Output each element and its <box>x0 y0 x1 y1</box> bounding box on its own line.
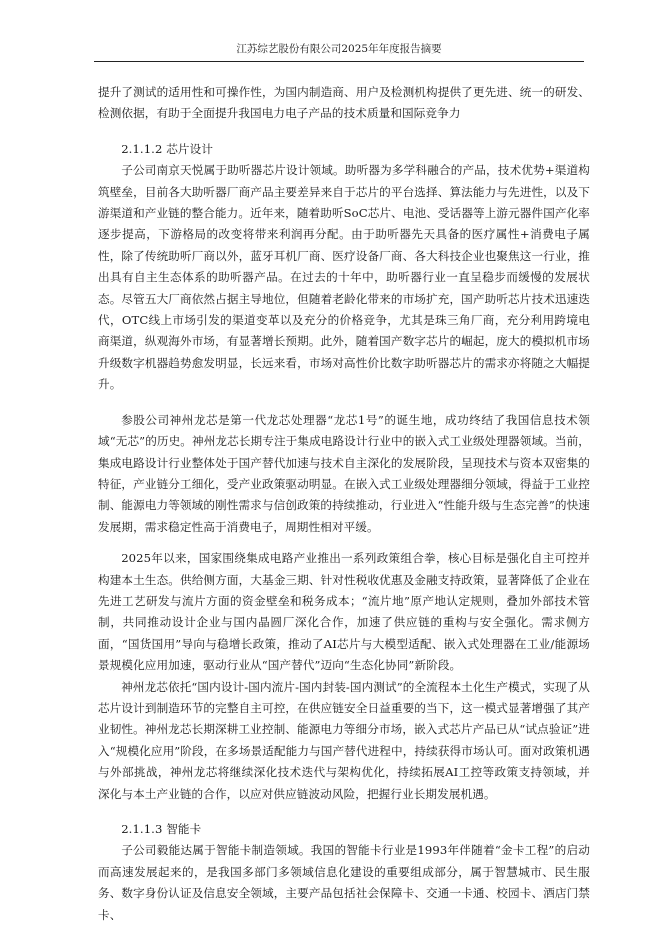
paragraph-policy-2025: 2025年以来，国家围绕集成电路产业推出一系列政策组合拳，核心目标是强化自主可控并构建本土生态。供给侧方面，大基金三期、针对性税收优惠及金融支持政策，显著降低了企业在先进工艺研发与流片方面的资金壁垒和税务成本；“流片地”原产地认定规则，叠加外部技术管制，共同推动设计企业与国内晶圆厂深化合作，加速了供应链的重构与安全强化。需求侧方面，“国货国用”导向与稳增长政策，推动了AI芯片与大模型适配、嵌入式处理器在工业/能源场景规模化应用加速，驱动行业从“国产替代”迈向“生态化协同”新阶段。 <box>98 551 590 673</box>
section-heading-smart-card: 2.1.1.3 智能卡 <box>121 822 202 836</box>
paragraph-loongson-strategy: 神州龙芯依托“国内设计-国内流片-国内封装-国内测试”的全流程本土化生产模式，实现了从芯片设计到制造环节的完整自主可控，在供应链安全日益重要的当下，这一模式显著增强了其产业韧性。神州龙芯长期深耕工业控制、能源电力等细分市场，嵌入式芯片产品已从“试点验证”进入“规模化应用”阶段，在多场景适配能力与国产替代进程中，持续获得市场认可。面对政策机遇与外部挑战，神州龙芯将继续深化技术迭代与架构优化，持续拓展AI工控等政策支持领域，并深化与本土产业链的合作，以应对供应链波动风险，把握行业长期发展机遇。 <box>98 679 590 801</box>
paragraph-loongson-intro: 参股公司神州龙芯是第一代龙芯处理器“龙芯1号”的诞生地，成功终结了我国信息技术领域“无芯”的历史。神州龙芯长期专注于集成电路设计行业中的嵌入式工业级处理器领域。当前，集成电路设计行业整体处于国产替代加速与技术自主深化的发展阶段，呈现技术与资本双密集的特征，产业链分工细化，受产业政策驱动明显。在嵌入式工业级处理器细分领域，得益于工业控制、能源电力等领域的刚性需求与信创政策的持续推动，行业进入“性能升级与生态完善”的快速发展期，需求稳定性高于消费电子，周期性相对平缓。 <box>98 412 590 534</box>
page-header: 江苏综艺股份有限公司2025年年度报告摘要 <box>236 43 442 55</box>
section-heading-chip-design: 2.1.1.2 芯片设计 <box>121 141 214 156</box>
header-rule <box>94 61 584 62</box>
paragraph-tianyue: 子公司南京天悦属于助听器芯片设计领域。助听器为多学科融合的产品，技术优势+渠道构筑壁垒，目前各大助听器厂商产品主要差异来自于芯片的平台选择、算法能力与先进性，以及下游渠道和产业链的整合能力。近年来，随着助听SoC芯片、电池、受话器等上游元器件国产化率逐步提高，下游格局的改变将带来利润再分配。由于助听器先天具备的医疗属性+消费电子属性，除了传统助听厂商以外，蓝牙耳机厂商、医疗设备厂商、各大科技企业也聚焦这一行业，推出具有自主生态体系的助听器产品。在过去的十年中，助听器行业一直呈稳步而缓慢的发展状态。尽管五大厂商依然占据主导地位，但随着老龄化带来的市场扩充，国产助听芯片技术迅速迭代，OTC线上市场引发的渠道变革以及充分的价格竞争，尤其是珠三角厂商，充分利用跨境电商渠道，纵观海外市场，有显著增长预期。此外，随着国产数字芯片的崛起，庞大的模拟机市场升级数字机器趋势愈发明显，长远来看，市场对高性价比数字助听器芯片的需求亦将随之大幅提升。 <box>98 163 590 392</box>
paragraph-yinengda: 子公司毅能达属于智能卡制造领域。我国的智能卡行业是1993年伴随着“金卡工程”的启动而高速发展起来的，是我国多部门多领域信息化建设的重要组成部分，属于智慧城市、民生服务、数字身份认证及信息安全领域，主要产品包括社会保障卡、交通一卡通、校园卡、酒店门禁卡、 <box>98 843 590 922</box>
document-body <box>98 82 590 926</box>
intro-paragraph: 提升了测试的适用性和可操作性，为国内制造商、用户及检测机构提供了更先进、统一的研发、检测依据，有助于全面提升我国电力电子产品的技术质量和国际竞争力 <box>98 85 590 121</box>
